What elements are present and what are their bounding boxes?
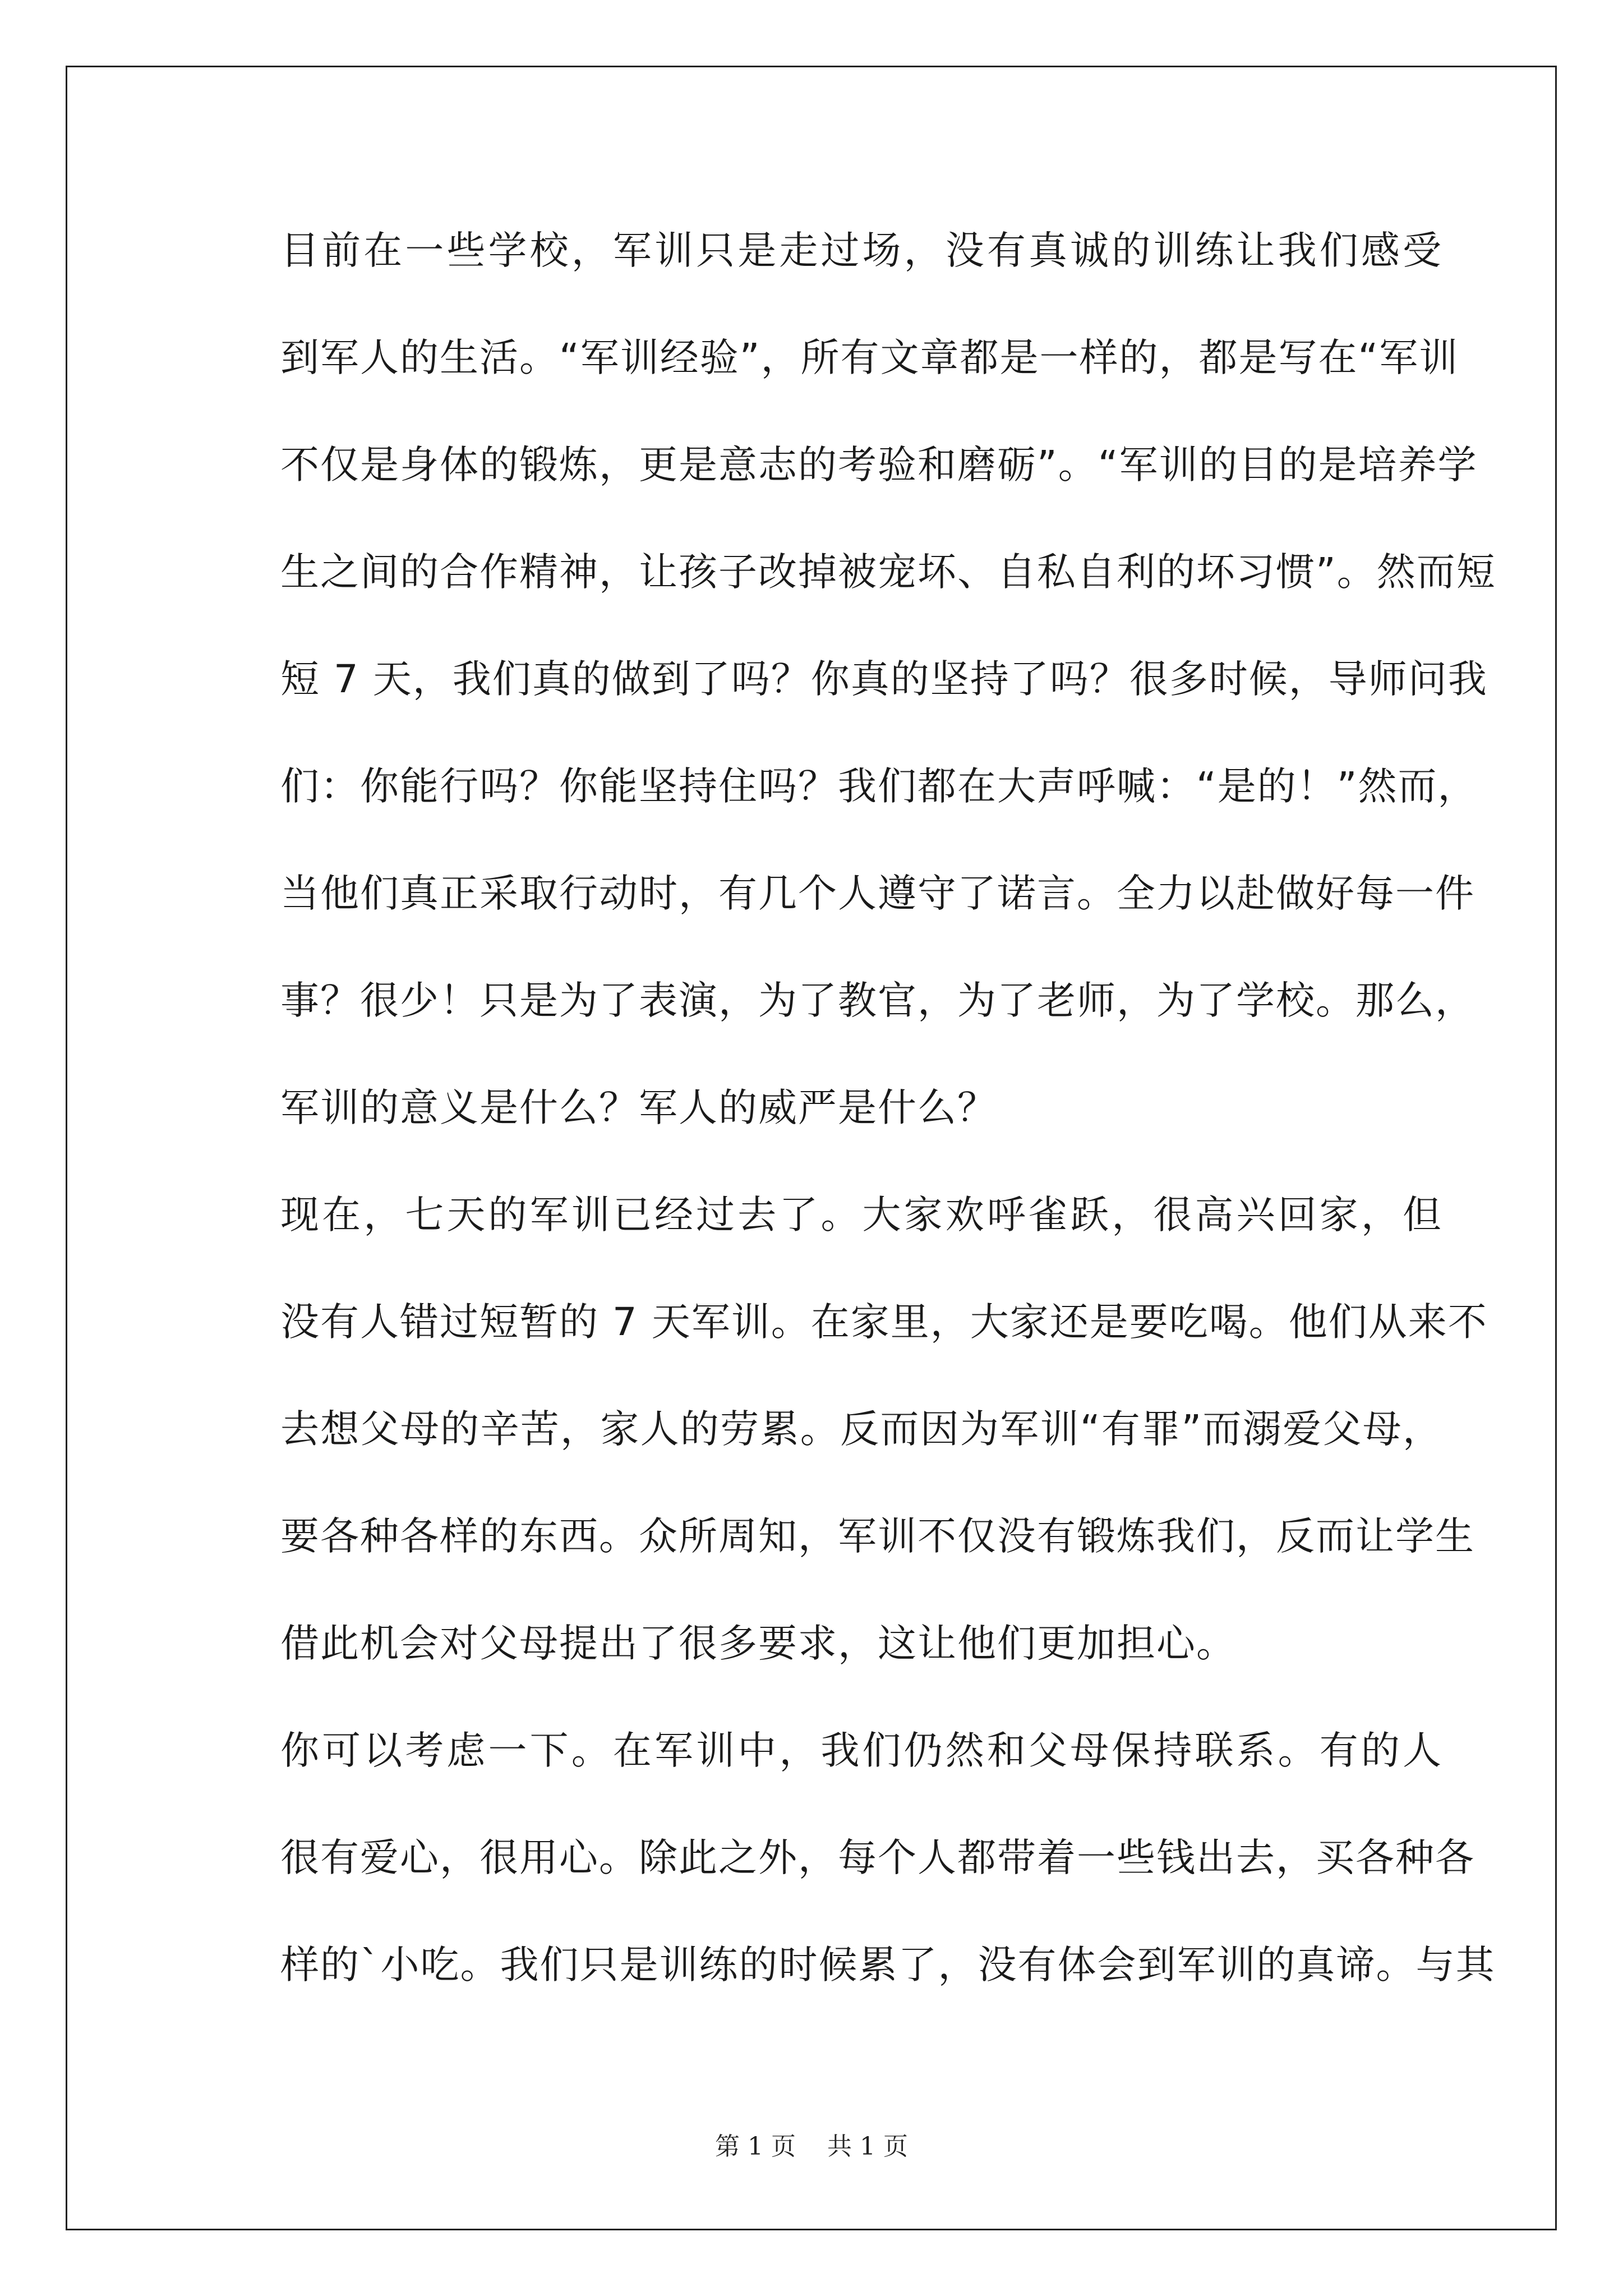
text-line: 当他们真正采取行动时，有几个人遵守了诺言。全力以赴做好每一件: [280, 871, 1475, 916]
text-line: 要各种各样的东西。众所周知，军训不仅没有锻炼我们，反而让学生: [280, 1514, 1475, 1559]
paragraph-2: [197, 1162, 1488, 1697]
text-line: 去想父母的辛苦，家人的劳累。反而因为军训“有罪”而溺爱父母，: [280, 1407, 1442, 1452]
text-line: 们：你能行吗？你能坚持住吗？我们都在大声呼喊：“是的！”然而，: [280, 764, 1478, 809]
text-line: 事？很少！只是为了表演，为了教官，为了老师，为了学校。那么，: [280, 978, 1475, 1023]
text-line: 没有人错过短暂的 7 天军训。在家里，大家还是要吃喝。他们从来不: [280, 1300, 1488, 1345]
text-line: 目前在一些学校，军训只是走过场，没有真诚的训练让我们感受: [280, 228, 1442, 273]
text-line: 借此机会对父母提出了很多要求，这让他们更加担心。: [280, 1621, 1236, 1666]
text-line: 样的`小吃。我们只是训练的时候累了，没有体会到军训的真谛。与其: [280, 1943, 1496, 1987]
page-total: 共 1 页: [827, 2132, 908, 2161]
text-line: 军训的意义是什么？军人的威严是什么？: [280, 1085, 997, 1130]
paragraph-3: [197, 1697, 1496, 2019]
text-line: 现在，七天的军训已经过去了。大家欢呼雀跃，很高兴回家，但: [280, 1193, 1442, 1237]
page-number: 第 1 页: [715, 2132, 796, 2161]
page-footer: [0, 2126, 1623, 2162]
text-line: 你可以考虑一下。在军训中，我们仍然和父母保持联系。有的人: [280, 1728, 1442, 1773]
text-line: 到军人的生活。“军训经验”，所有文章都是一样的，都是写在“军训: [280, 335, 1459, 380]
text-line: 不仅是身体的锻炼，更是意志的考验和磨砺”。“军训的目的是培养学: [280, 443, 1478, 487]
text-line: 生之间的合作精神，让孩子改掉被宠坏、自私自利的坏习惯”。然而短: [280, 550, 1496, 595]
document-body: [197, 197, 1496, 2019]
text-line: 很有爱心，很用心。除此之外，每个人都带着一些钱出去，买各种各: [280, 1835, 1475, 1880]
text-line: 短 7 天，我们真的做到了吗？你真的坚持了吗？很多时候，导师问我: [280, 657, 1488, 702]
paragraph-1: [197, 197, 1496, 1162]
